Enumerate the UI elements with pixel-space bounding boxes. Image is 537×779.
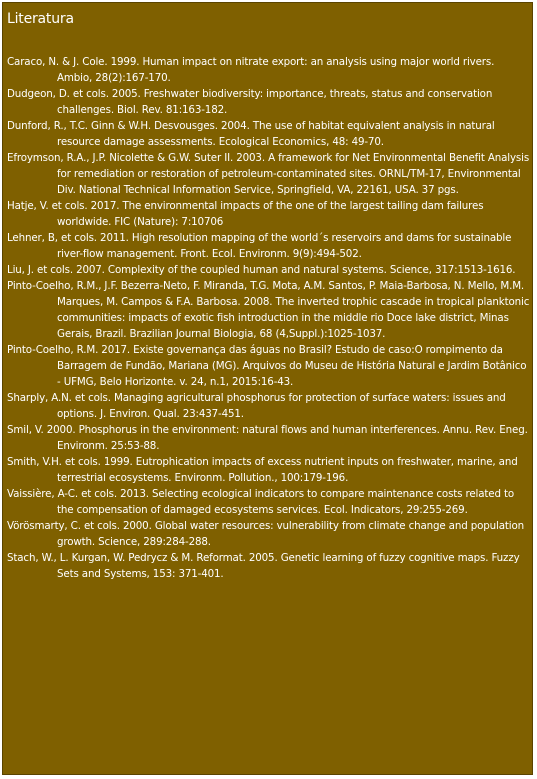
reference-list	[7, 54, 531, 582]
reference-item: Caraco, N. & J. Cole. 1999. Human impact on nitrate export: an analysis using major world rivers. Ambio, 28(2):167-170.	[7, 56, 495, 84]
reference-item: Dunford, R., T.C. Ginn & W.H. Desvousges. 2004. The use of habitat equivalent analysis in natural resource damage assessments. Ecological Economics, 48: 49-70.	[7, 120, 495, 148]
references-panel	[2, 2, 533, 775]
reference-item: Dudgeon, D. et cols. 2005. Freshwater biodiversity: importance, threats, status and conservation challenges. Biol. Rev. 81:163-182.	[7, 88, 493, 116]
section-heading: Literatura	[7, 11, 74, 27]
reference-item: Pinto-Coelho, R.M. 2017. Existe governança das águas no Brasil? Estudo de caso:O rompimento da Barragem de Fundão, Mariana (MG). Arquivos do Museu de História Natural e Jardim Botânico - UFMG, Belo Horizonte. v. 24, n.1, 2015:16-43.	[7, 344, 527, 388]
reference-item: Hatje, V. et cols. 2017. The environmental impacts of the one of the largest tailing dam failures worldwide. FIC (Nature): 7:10706	[7, 200, 484, 228]
reference-item: Pinto-Coelho, R.M., J.F. Bezerra-Neto, F. Miranda, T.G. Mota, A.M. Santos, P. Maia-Barbosa, N. Mello, M.M. Marques, M. Campos & F.A. Barbosa. 2008. The inverted trophic cascade in tropical planktonic communities: impacts of exotic fish introduction in the middle rio Doce lake district, Minas Gerais, Brazil. Brazilian Journal Biologia, 68 (4,Suppl.):1025-1037.	[7, 280, 530, 340]
reference-item: Smil, V. 2000. Phosphorus in the environment: natural flows and human interferences. Annu. Rev. Eneg. Environm. 25:53-88.	[7, 424, 528, 452]
reference-item: Efroymson, R.A., J.P. Nicolette & G.W. Suter II. 2003. A framework for Net Environmental Benefit Analysis for remediation or restoration of petroleum-contaminated sites. ORNL/TM-17, Environmental Div. National Technical Information Service, Springfield, VA, 22161, USA. 37 pgs.	[7, 152, 530, 196]
reference-item: Stach, W., L. Kurgan, W. Pedrycz & M. Reformat. 2005. Genetic learning of fuzzy cognitive maps. Fuzzy Sets and Systems, 153: 371-401.	[7, 552, 520, 580]
reference-item: Vörösmarty, C. et cols. 2000. Global water resources: vulnerability from climate change and population growth. Science, 289:284-288.	[7, 520, 525, 548]
reference-item: Liu, J. et cols. 2007. Complexity of the coupled human and natural systems. Science, 317:1513-1616.	[7, 264, 516, 276]
reference-item: Lehner, B, et cols. 2011. High resolution mapping of the world´s reservoirs and dams for sustainable river-flow management. Front. Ecol. Environm. 9(9):494-502.	[7, 232, 512, 260]
reference-item: Sharply, A.N. et cols. Managing agricultural phosphorus for protection of surface waters: issues and options. J. Environ. Qual. 23:437-451.	[7, 392, 506, 420]
reference-item: Smith, V.H. et cols. 1999. Eutrophication impacts of excess nutrient inputs on freshwater, marine, and terrestrial ecosystems. Environm. Pollution., 100:179-196.	[7, 456, 518, 484]
reference-item: Vaissière, A-C. et cols. 2013. Selecting ecological indicators to compare maintenance costs related to the compensation of damaged ecosystems services. Ecol. Indicators, 29:255-269.	[7, 488, 515, 516]
